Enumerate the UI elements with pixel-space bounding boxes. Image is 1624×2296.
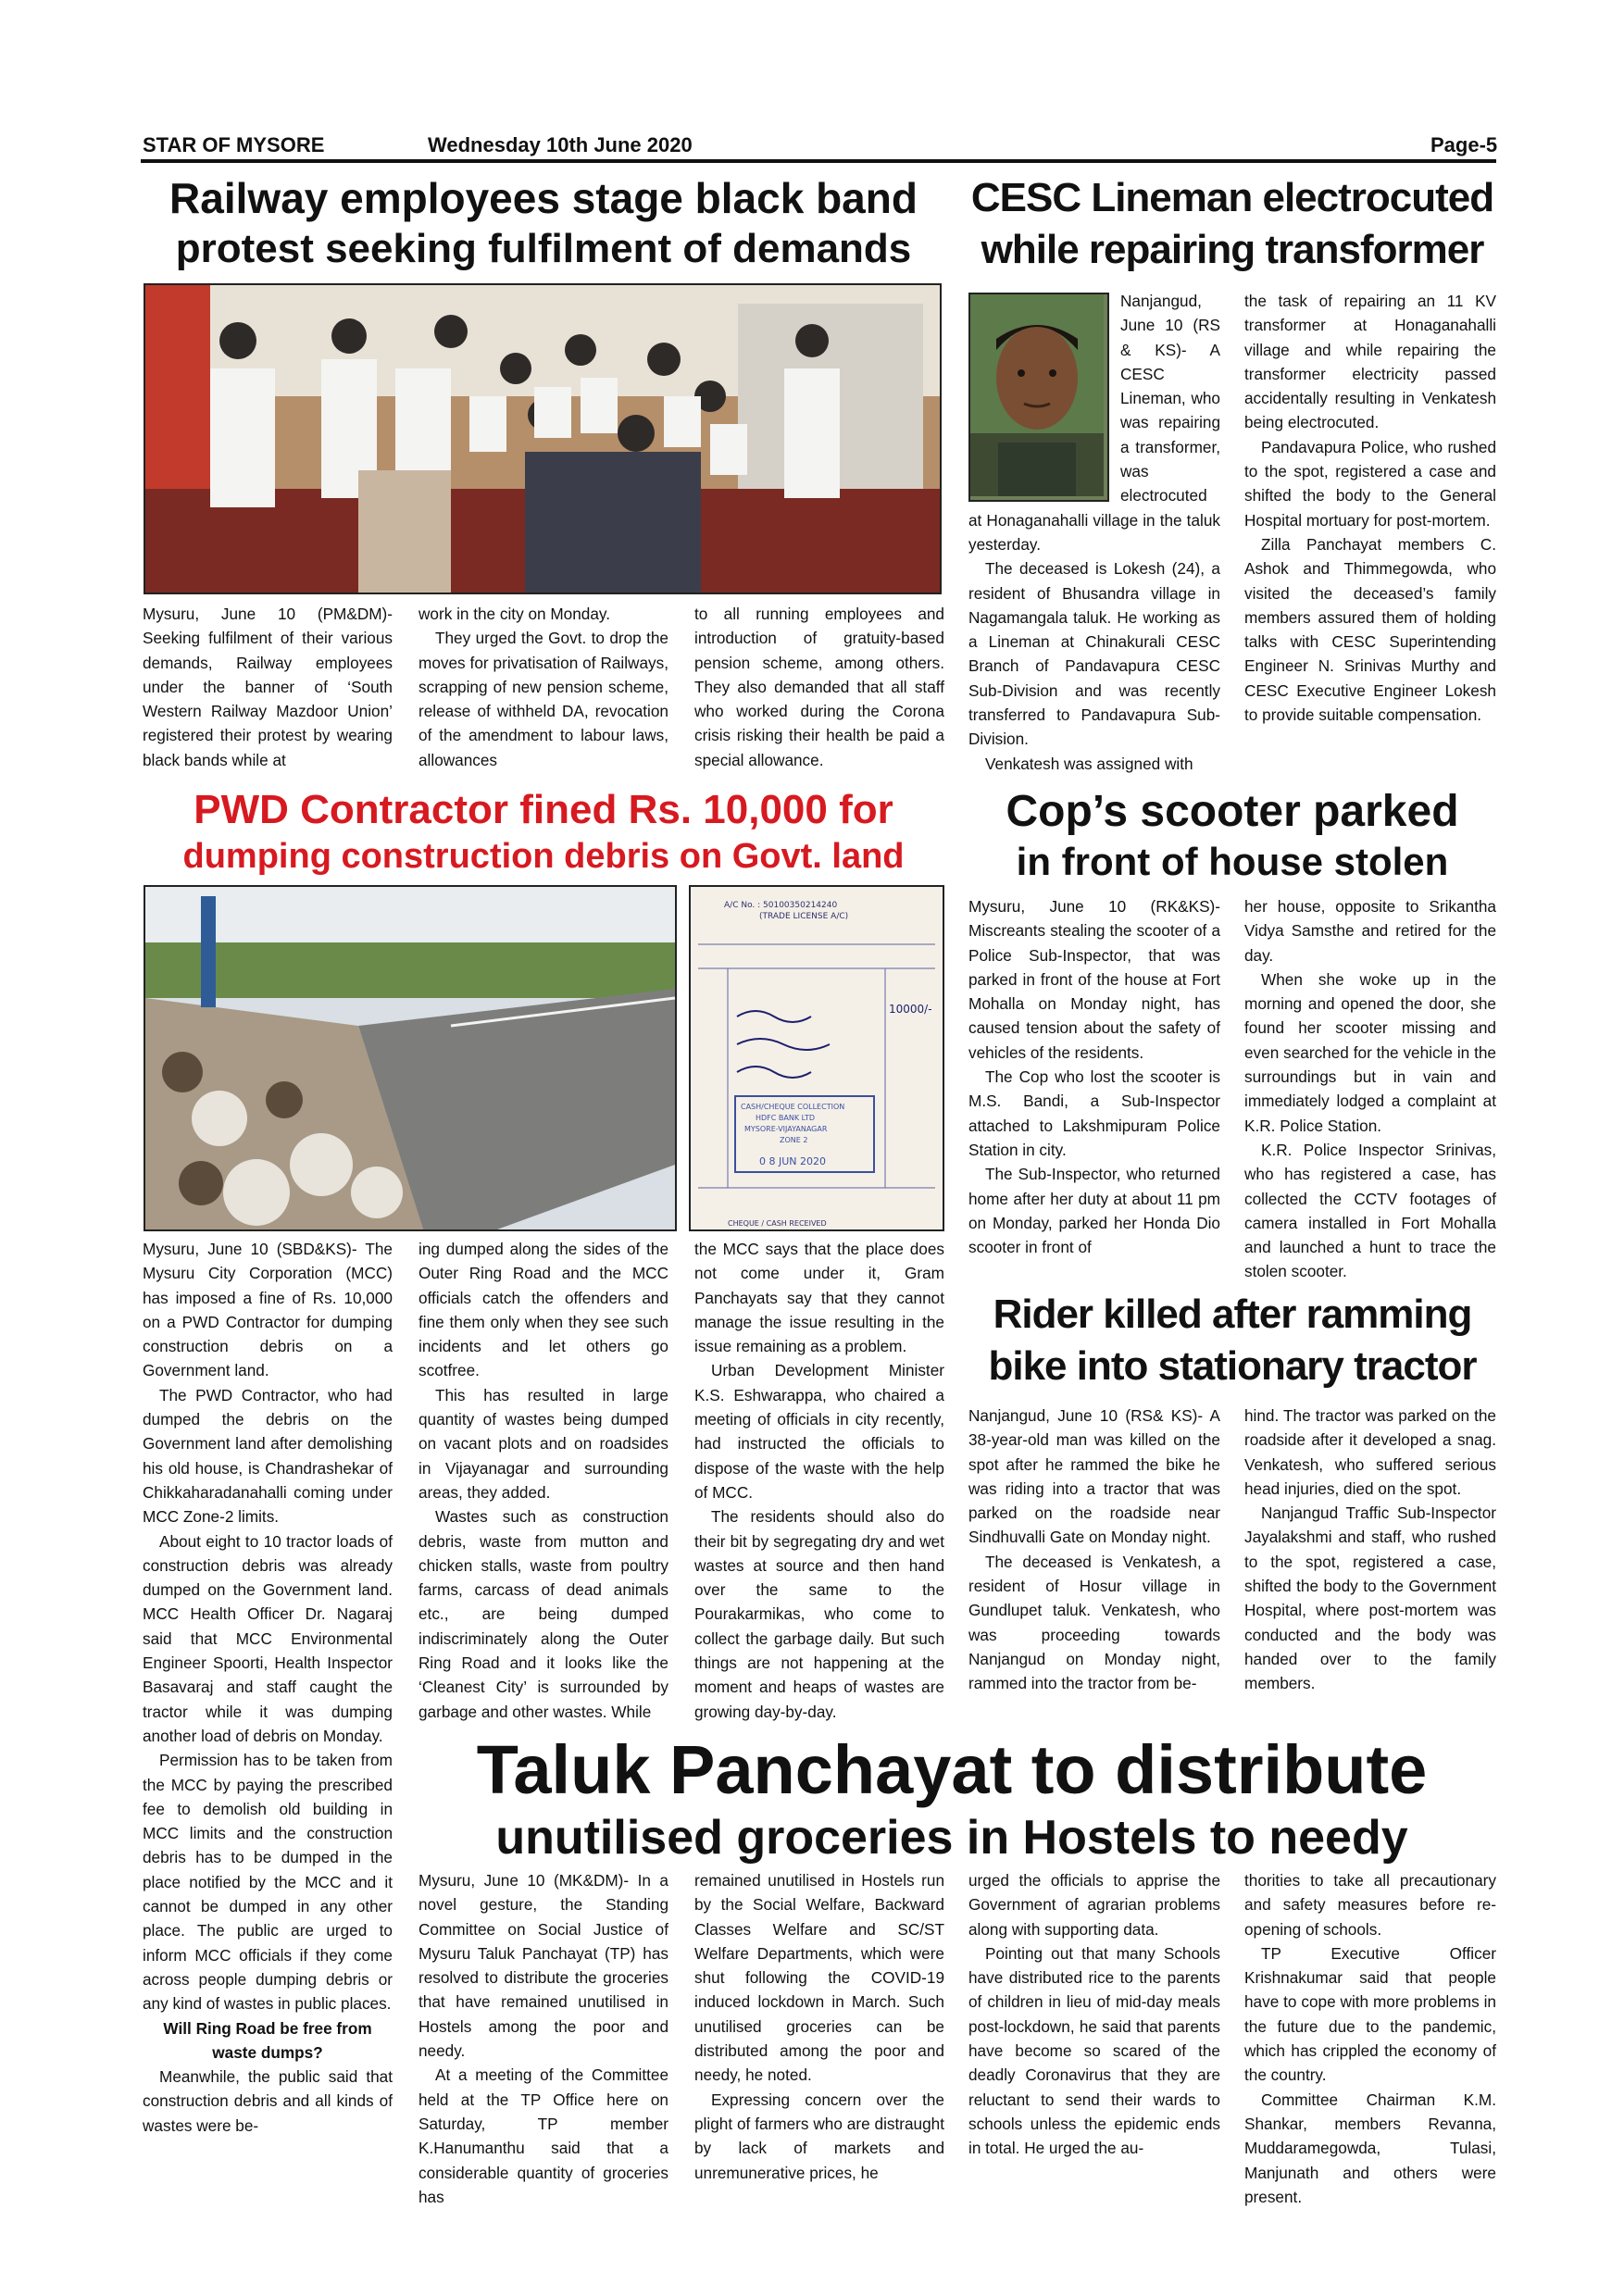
- pwd-headline: [141, 785, 946, 878]
- pwd-paragraph: The PWD Contractor, who had dumped the debris on the Government land after demolishing his old house, is Chandrashekar of Chikkaharadanahalli coming under MCC Zone-2 limits.: [143, 1385, 393, 1527]
- pwd-paragraph: This has resulted in large quantity of wastes being dumped on vacant plots and on roadsides in Vijayanagar and surrounding areas, they added.: [418, 1385, 668, 1502]
- taluk-headline-line2: unutilised groceries in Hostels to needy: [495, 1811, 1408, 1865]
- rider-column-1: [968, 1404, 1220, 1724]
- pwd-paragraph: Mysuru, June 10 (SBD&KS)- The Mysuru City Corporation (MCC) has imposed a fine of Rs. 10,000 on a PWD Contractor for dumping construction debris on a Government land.: [143, 1240, 393, 1380]
- rider-column-2: [1244, 1404, 1496, 1724]
- receipt-stamp-line: ZONE 2: [780, 1136, 808, 1144]
- rider-paragraph: The deceased is Venkatesh, a resident of Hosur village in Gundlupet taluk. Venkatesh, who was proceeding towards Nanjangud on Monday night, rammed into the tractor from be-: [968, 1552, 1220, 1693]
- masthead-paper-name: STAR OF MYSORE: [143, 133, 325, 156]
- pwd-paragraph: About eight to 10 tractor loads of construction debris was already dumped on the Government land. MCC Health Officer Dr. Nagaraj said that MCC Environmental Engineer Spoorti, Health Inspector Basavaraj and staff caught the tractor while it was dumping another load of debris on Monday.: [143, 1531, 393, 1745]
- scooter-paragraph: When she woke up in the morning and opened the door, she found her scooter missing and even searched for the vehicle in the surroundings but in vain and immediately lodged a complaint at K.R. Police Station.: [1244, 969, 1496, 1135]
- scooter-paragraph: her house, opposite to Srikantha Vidya Samsthe and retired for the day.: [1244, 897, 1496, 965]
- masthead-date: Wednesday 10th June 2020: [428, 133, 693, 156]
- taluk-paragraph: At a meeting of the Committee held at the TP Office here on Saturday, TP member K.Hanumanthu said that a considerable quantity of groceries has: [418, 2065, 668, 2206]
- railway-paragraph: Mysuru, June 10 (PM&DM)- Seeking fulfilment of their various demands, Railway employees under the banner of ‘South Western Railway Mazdoor Union’ registered their protest by wearing black bands while at: [143, 605, 393, 769]
- scooter-column-1: [968, 894, 1220, 1281]
- pwd-headline-line2: dumping construction debris on Govt. land: [182, 837, 905, 876]
- taluk-headline-line1: Taluk Panchayat to distribute: [476, 1731, 1428, 1808]
- debris-dump-photo: [144, 885, 677, 1231]
- scooter-paragraph: Mysuru, June 10 (RK&KS)- Miscreants stealing the scooter of a Police Sub-Inspector, that was parked in front of the house at Fort Mohalla on Monday night, has caused tension about the safety of vehicles of the residents.: [968, 897, 1220, 1062]
- railway-protest-photo: [144, 283, 942, 594]
- receipt-account-number: A/C No. : 50100350214240: [724, 901, 838, 910]
- railway-paragraph: to all running employees and introduction of gratuity-based pension scheme, among others. They also demanded that all staff who worked during the Corona crisis risking their health be paid a special allowance.: [694, 605, 944, 769]
- railway-column-3: [694, 602, 944, 778]
- pwd-paragraph: ing dumped along the sides of the Outer Ring Road and the MCC officials catch the offenders and fine them only when they see such incidents and let others go scotfree.: [418, 1240, 668, 1380]
- pwd-paragraph: Wastes such as construction debris, waste from mutton and chicken stalls, waste from poultry farms, carcass of dead animals etc., are being dumped indiscriminately along the Outer Ring Road and it looks like the ‘Cleanest City’ is surrounded by garbage and other wastes. While: [418, 1507, 668, 1721]
- receipt-stamp-line: HDFC BANK LTD: [756, 1114, 816, 1122]
- rider-paragraph: Nanjangud Traffic Sub-Inspector Jayalakshmi and staff, who rushed to the spot, registered a case, shifted the body to the Government Hospital, where post-mortem was conducted and the body was handed over to the family members.: [1244, 1504, 1496, 1693]
- fine-receipt-photo: [689, 885, 944, 1231]
- railway-headline: [141, 172, 946, 274]
- scooter-headline: [968, 785, 1496, 885]
- pwd-column-3: [694, 1237, 944, 1722]
- taluk-column-3: [968, 1868, 1220, 2189]
- cesc-paragraph: Zilla Panchayat members C. Ashok and Thimmegowda, who visited the deceased’s family members assured them of holding talks with CESC Superintending Engineer N. Srinivas Murthy and CESC Executive Engineer Lokesh to provide suitable compensation.: [1244, 534, 1496, 725]
- masthead-rule: [141, 159, 1496, 163]
- taluk-paragraph: urged the officials to apprise the Government of agrarian problems along with supporting data.: [968, 1871, 1220, 1939]
- receipt-stamp-line: CASH/CHEQUE COLLECTION: [741, 1103, 845, 1111]
- scooter-paragraph: The Cop who lost the scooter is M.S. Bandi, a Sub-Inspector attached to Lakshmipuram Police Station in city.: [968, 1067, 1220, 1159]
- cesc-paragraph: Venkatesh was assigned with: [985, 754, 1193, 773]
- taluk-paragraph: TP Executive Officer Krishnakumar said that people have to cope with more problems in the future due to the pandemic, which has crippled the economy of the country.: [1244, 1943, 1496, 2085]
- taluk-paragraph: Committee Chairman K.M. Shankar, members Revanna, Muddaramegowda, Tulasi, Manjunath and others were present.: [1244, 2090, 1496, 2206]
- receipt-amount: 10000/-: [889, 1003, 932, 1016]
- pwd-column-2: [418, 1237, 668, 1722]
- receipt-license-type: (TRADE LICENSE A/C): [759, 912, 849, 921]
- railway-headline-line2: protest seeking fulfilment of demands: [175, 226, 912, 271]
- railway-column-1: [143, 602, 393, 778]
- cesc-column-2: [1244, 289, 1496, 778]
- rider-headline: [968, 1289, 1496, 1392]
- cesc-paragraph: The deceased is Lokesh (24), a resident of Bhusandra village in Nagamangala taluk. He working as a Lineman at Chinakurali CESC Branch of Pandavapura CESC Sub-Division and was recently transferred to Pandavapura Sub-Division.: [968, 559, 1220, 749]
- cesc-victim-photo: [968, 293, 1109, 502]
- receipt-footer: CHEQUE / CASH RECEIVED: [728, 1219, 827, 1228]
- taluk-paragraph: thorities to take all precautionary and safety measures before re-opening of schools.: [1244, 1871, 1496, 1939]
- rider-paragraph: hind. The tractor was parked on the roadside after it developed a snag. Venkatesh, who suffered serious head injuries, died on the spot.: [1244, 1406, 1496, 1498]
- rider-paragraph: Nanjangud, June 10 (RS& KS)- A 38-year-old man was killed on the spot after he rammed the bike he was riding into a tractor that was parked on the roadside near Sindhuvalli Gate on Monday night.: [968, 1406, 1220, 1547]
- pwd-headline-line1: PWD Contractor fined Rs. 10,000 for: [194, 787, 893, 832]
- rider-headline-line1: Rider killed after ramming: [993, 1292, 1472, 1337]
- cesc-column-1: [968, 289, 1220, 778]
- pwd-paragraph: Urban Development Minister K.S. Eshwarappa, who chaired a meeting of officials in city recently, had instructed the officials to dispose of the waste with the help of MCC.: [694, 1361, 944, 1502]
- pwd-paragraph: Meanwhile, the public said that construction debris and all kinds of wastes were be-: [143, 2067, 393, 2135]
- taluk-paragraph: remained unutilised in Hostels run by the Social Welfare, Backward Classes Welfare and SC/ST Welfare Departments, which were shut following the COVID-19 induced lockdown in March. Such unutilised groceries can be distributed among the poor and needy, he noted.: [694, 1871, 944, 2085]
- taluk-paragraph: Mysuru, June 10 (MK&DM)- In a novel gesture, the Standing Committee on Social Justice of Mysuru Taluk Panchayat (TP) has resolved to distribute the groceries that have remained unutilised in Hostels among the poor and needy.: [418, 1871, 668, 2061]
- pwd-subheading: Will Ring Road be free from waste dumps?: [163, 2018, 372, 2062]
- pwd-column-1: [143, 1237, 393, 2189]
- cesc-headline: [968, 172, 1496, 276]
- taluk-column-2: [694, 1868, 944, 2189]
- scooter-headline-line2: in front of house stolen: [1016, 840, 1449, 883]
- cesc-paragraph: the task of repairing an 11 KV transformer at Honaganahalli village and while repairing the transformer electricity passed accidentally resulting in Venkatesh being electrocuted.: [1244, 292, 1496, 432]
- rider-headline-line2: bike into stationary tractor: [988, 1343, 1477, 1389]
- railway-paragraph: They urged the Govt. to drop the moves for privatisation of Railways, scrapping of new pension scheme, release of withheld DA, revocation of the amendment to labour laws, allowances: [418, 629, 668, 769]
- pwd-paragraph: Permission has to be taken from the MCC by paying the prescribed fee to demolish old building in MCC limits and the construction debris has to be dumped in the place notified by the MCC and it cannot be dumped in any other place. The public are urged to inform MCC officials if they come across people dumping debris or any kind of wastes in public places.: [143, 1751, 393, 2014]
- scooter-headline-line1: Cop’s scooter parked: [1006, 787, 1459, 836]
- cesc-paragraph: Pandavapura Police, who rushed to the spot, registered a case and shifted the body to the General Hospital mortuary for post-mortem.: [1244, 437, 1496, 530]
- cesc-headline-line1: CESC Lineman electrocuted: [970, 175, 1494, 220]
- scooter-paragraph: The Sub-Inspector, who returned home after her duty at about 11 pm on Monday, parked her Honda Dio scooter in front of: [968, 1165, 1220, 1257]
- railway-paragraph: work in the city on Monday.: [418, 605, 610, 623]
- pwd-paragraph: the MCC says that the place does not come under it, Gram Panchayats say that they cannot manage the issue resulting in the issue remaining as a problem.: [694, 1240, 944, 1356]
- taluk-paragraph: Expressing concern over the plight of farmers who are distraught by lack of markets and unremunerative prices, he: [694, 2090, 944, 2182]
- taluk-headline: [407, 1731, 1496, 1866]
- receipt-stamp-line: MYSORE-VIJAYANAGAR: [744, 1125, 828, 1133]
- taluk-column-4: [1244, 1868, 1496, 2206]
- railway-headline-line1: Railway employees stage black band: [169, 174, 918, 222]
- railway-column-2: [418, 602, 668, 778]
- cesc-headline-line2: while repairing transformer: [981, 227, 1484, 272]
- masthead-page-number: Page-5: [1430, 133, 1498, 156]
- receipt-stamp-date: 0 8 JUN 2020: [759, 1155, 827, 1167]
- scooter-paragraph: K.R. Police Inspector Srinivas, who has registered a case, has collected the CCTV footages of camera installed in Fort Mohalla and launched a hunt to trace the stolen scooter.: [1244, 1140, 1496, 1281]
- cesc-paragraph: Nanjangud, June 10 (RS & KS)- A CESC Lineman, who was repairing a transformer, was electrocuted at Honaganahalli village in the taluk yesterday.: [968, 292, 1220, 554]
- scooter-column-2: [1244, 894, 1496, 1281]
- taluk-column-1: [418, 1868, 668, 2206]
- taluk-paragraph: Pointing out that many Schools have distributed rice to the parents of children in lieu of mid-day meals post-lockdown, he said that parents have become so scared of the deadly Coronavirus that they are reluctant to send their wards to schools unless the epidemic ends in total. He urged the au-: [968, 1943, 1220, 2158]
- pwd-paragraph: The residents should also do their bit by segregating dry and wet wastes at source and then hand over the same to the Pourakarmikas, who come to collect the garbage daily. But such things are not happening at the moment and heaps of wastes are growing day-by-day.: [694, 1507, 944, 1721]
